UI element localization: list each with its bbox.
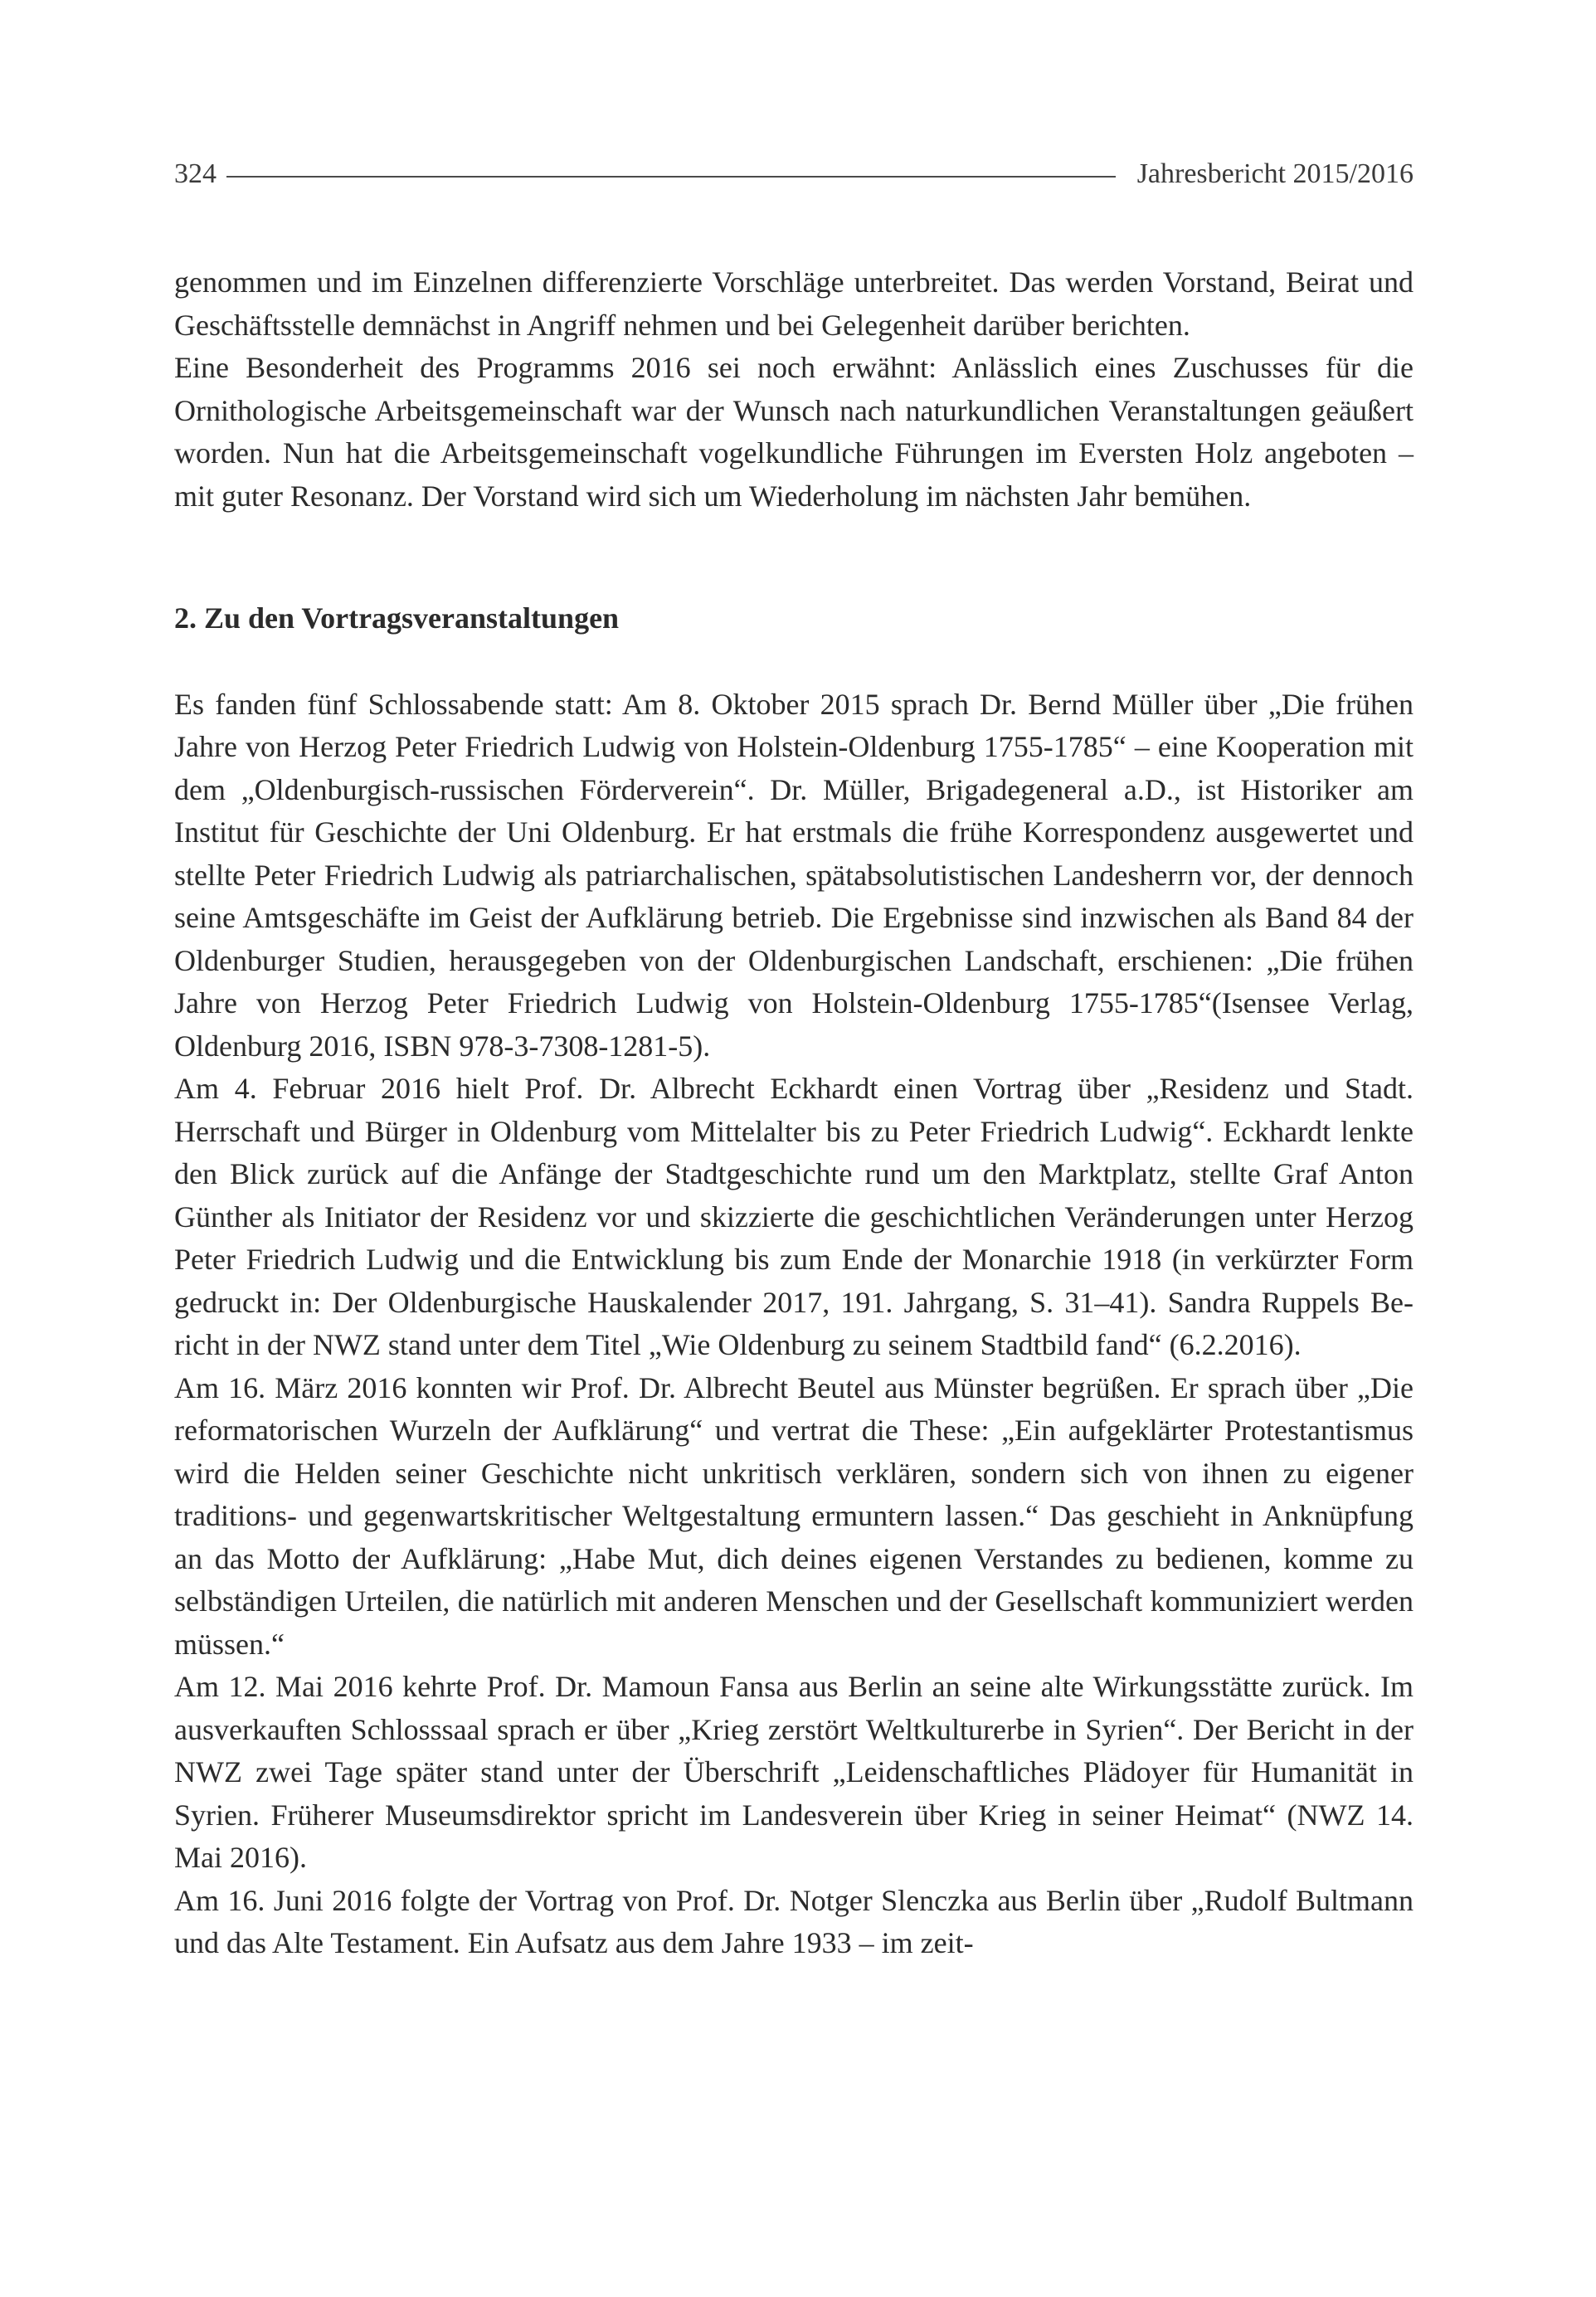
page-number: 324 <box>174 158 217 189</box>
section-paragraph: Am 4. Februar 2016 hielt Prof. Dr. Albrecht Eckhardt einen Vortrag über „Residenz und Stadt. Herrschaft und Bürger in Oldenburg vom Mittelalter bis zu Peter Friedrich Ludwig“. Eckhardt lenkte den Blick zurück auf die Anfänge der Stadtgeschichte rund um den Marktplatz, stellte Graf Anton Günther als Initiator der Residenz vor und skizzierte die geschichtlichen Veränderungen unter Herzog Peter Friedrich Ludwig und die Entwicklung bis zum Ende der Monarchie 1918 (in verkürzter Form gedruckt in: Der Oldenburgische Hauskalender 2017, 191. Jahrgang, S. 31–41). Sandra Ruppels Bericht in der NWZ stand unter dem Titel „Wie Oldenburg zu seinem Stadtbild fand“ (6.2.2016). <box>174 1072 1414 1361</box>
running-header <box>174 153 1414 195</box>
section-heading: 2. Zu den Vortragsveranstaltungen <box>174 601 620 635</box>
section-body <box>174 684 1414 1965</box>
intro-paragraph: genommen und im Einzelnen differenzierte Vorschläge unterbreitet. Das werden Vorstand, Beirat und Geschäftsstelle demnächst in Angriff nehmen und bei Gelegenheit darüber berichten. <box>174 265 1414 342</box>
running-title: Jahresbericht 2015/2016 <box>1136 158 1414 189</box>
section-paragraph: Am 16. Juni 2016 folgte der Vortrag von Prof. Dr. Notger Slenczka aus Berlin über „Rudolf Bultmann und das Alte Testament. Ein Aufsatz aus dem Jahre 1933 – im zeit- <box>174 1883 1414 1959</box>
intro-paragraph: Eine Besonderheit des Programms 2016 sei noch erwähnt: Anlässlich eines Zuschusses für die Ornithologische Arbeitsgemeinschaft war der Wunsch nach naturkundlichen Veranstaltungen geäußert worden. Nun hat die Arbeitsgemeinschaft vogelkundliche Führungen im Eversten Holz angeboten – mit guter Resonanz. Der Vorstand wird sich um Wiederholung im nächsten Jahr bemühen. <box>174 351 1414 513</box>
section-paragraph: Am 12. Mai 2016 kehrte Prof. Dr. Mamoun Fansa aus Berlin an seine alte Wirkungsstätte zurück. Im ausverkauften Schlosssaal sprach er über „Krieg zerstört Weltkulturerbe in Syrien“. Der Bericht in der NWZ zwei Tage später stand unter der Überschrift „Leidenschaftliches Plädoyer für Humanität in Syrien. Früherer Museumsdirektor spricht im Landesverein über Krieg in seiner Heimat“ (NWZ 14. Mai 2016). <box>174 1670 1414 1874</box>
section-paragraph: Am 16. März 2016 konnten wir Prof. Dr. Albrecht Beutel aus Münster begrüßen. Er sprach über „Die reformatorischen Wurzeln der Aufklärung“ und vertrat die These: „Ein aufgeklärter Protestantismus wird die Helden seiner Geschichte nicht unkritisch verklären, sondern sich von ihnen zu eigener traditions- und gegenwartskritischer Weltgestaltung ermuntern lassen.“ Das geschieht in Anknüpfung an das Motto der Aufklärung: „Habe Mut, dich deines eigenen Verstandes zu bedienen, komme zu selbständigen Urteilen, die natürlich mit anderen Menschen und der Gesellschaft kommuniziert werden müssen.“ <box>174 1370 1414 1661</box>
header-rule <box>226 176 1116 178</box>
document-page <box>174 153 1414 1965</box>
section-paragraph: Es fanden fünf Schlossabende statt: Am 8. Oktober 2015 sprach Dr. Bernd Müller über „Die frühen Jahre von Herzog Peter Friedrich Ludwig von Holstein-Oldenburg 1755-1785“ – eine Kooperation mit dem „Oldenburgisch-russischen Förderverein“. Dr. Müller, Brigadegeneral a.D., ist Historiker am Institut für Geschichte der Uni Oldenburg. Er hat erstmals die frühe Korrespondenz ausgewertet und stellte Peter Friedrich Ludwig als patriarchalischen, spätabsolutistischen Landesherrn vor, der dennoch seine Amtsgeschäfte im Geist der Aufklärung betrieb. Die Ergebnisse sind inzwischen als Band 84 der Oldenburger Studien, herausgegeben von der Oldenburgischen Landschaft, erschienen: „Die frühen Jahre von Herzog Peter Friedrich Ludwig von Holstein-Oldenburg 1755-1785“(Isensee Verlag, Oldenburg 2016, ISBN 978-3-7308-1281-5). <box>174 687 1414 1063</box>
body-text <box>174 261 1414 1965</box>
